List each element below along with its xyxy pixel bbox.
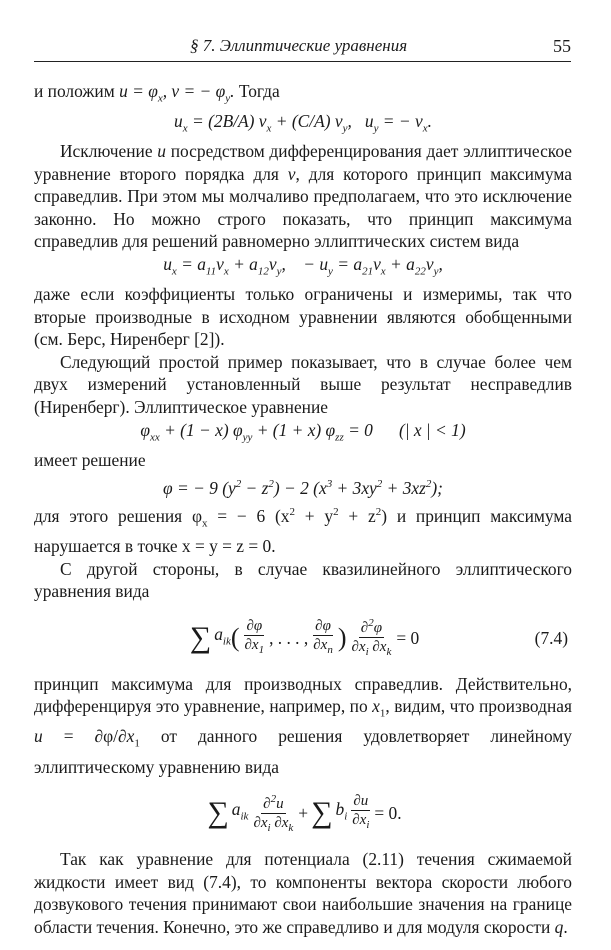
paragraph-derivatives: принцип максимума для производных справедлив. Действительно, дифференцируя это уравнение, например, по $x_1$, видим, что производная $u = \partial\varphi/\partial x_1$ от данного решения удовлетворяет линейному эллиптическому уравнению вида	[34, 673, 573, 777]
paragraph-elimination: Исключение u посредством дифференцирования дает эллиптическое уравнение второго порядка для v, для которого принцип максимума справедлив. При этом мы молчаливо предполагаем, что это исключение законно. Но можно строго показать, что принцип максимума справедлив для решений равномерно эллиптических систем вида	[34, 141, 572, 252]
equation-elliptic-content: $\varphi_{xx} + (1 - x) \varphi_{yy} + (1 + x) \varphi_{zz} = 0$ (| x | < 1)	[140, 419, 466, 444]
coef-aik: $a_{ik}$	[214, 623, 231, 648]
equation-solution-content: φ = − 9 $(y^2 - z^2) - 2$ $(x^3 + 3xy^2 + 3xz^2)$;	[163, 477, 443, 498]
paragraph-violation: для этого решения $\varphi_x$ = − 6 $(x^2 + y^2 + z^2)$ и принцип максимума нарушается в точке x = y = z = 0.	[34, 505, 572, 557]
fraction-numerator: ∂u	[353, 793, 369, 810]
plus-sign: +	[298, 802, 309, 823]
header-rule	[34, 61, 571, 62]
equation-7-4	[34, 611, 572, 665]
coef-aik: $a_{ik}$	[231, 799, 249, 823]
equation-elliptic	[34, 420, 572, 448]
fraction-numerator: ∂φ	[246, 617, 263, 634]
fraction-du	[350, 792, 371, 834]
fraction-numerator: ∂φ	[315, 617, 331, 634]
coef-bi: $b_i$	[335, 799, 348, 823]
left-paren: (	[230, 622, 240, 652]
page-body	[34, 80, 572, 939]
equation-ux	[34, 111, 572, 139]
paragraph-quasilinear: С другой стороны, в случае квазилинейного эллиптического уравнения вида	[34, 558, 572, 602]
paragraph-conclusion: Так как уравнение для потенциала (2.11) течения сжимаемой жидкости имеет вид (7.4), то компоненты вектора скорости любого дозвукового течения принимают свои наибольшие значения на границе области течения. Конечно, это же справедливо и для модуля скорости q.	[34, 849, 572, 937]
equation-solution	[34, 472, 572, 500]
equation-number: (7.4)	[534, 627, 568, 648]
fraction-denominator: $\partial x_i$	[352, 812, 370, 832]
intro-math: $u = \varphi_x$, v = − $\varphi_y$.	[119, 81, 235, 105]
intro-text: и положим	[34, 81, 115, 101]
fraction-second-derivative	[349, 614, 393, 661]
equation-linear	[34, 786, 572, 840]
section-title: § 7. Эллиптические уравнения	[190, 36, 408, 55]
fraction-denominator: $\partial x_1$	[244, 636, 265, 656]
fraction-denominator: $\partial x_i$ $\partial x_k$	[351, 639, 392, 659]
paragraph-intro	[34, 80, 572, 110]
right-paren: )	[337, 622, 347, 652]
running-header	[34, 36, 571, 60]
equation-system-content: $u_x = a_{11}v_x + a_{12}v_y$, − $u_y = a_{21}v_x + a_{22}v_y$,	[163, 254, 443, 278]
fraction-d2u	[251, 790, 295, 837]
equals-zero: = 0.	[374, 802, 402, 823]
equation-system	[34, 254, 572, 282]
fraction-dphi-dxn	[311, 617, 335, 659]
intro-tail: Тогда	[238, 81, 280, 101]
fraction-dphi-dx1	[243, 617, 267, 659]
fraction-denominator: $\partial x_i$ $\partial x_k$	[253, 814, 294, 834]
fraction-numerator: ∂$^2$φ	[359, 614, 384, 638]
fraction-numerator: ∂$^2$u	[261, 790, 285, 814]
paragraph-example: Следующий простой пример показывает, что в случае более чем двух измерений установленный выше результат несправедлив (Ниренберг). Эллиптическое уравнение	[34, 351, 572, 417]
fraction-denominator: $\partial x_n$	[313, 636, 333, 656]
equation-ux-content: $u_x = (2B/A) v_x + (C/A)$ $v_y$, $u_y$ = − $v_x$.	[174, 111, 432, 135]
page-number: 55	[553, 36, 571, 56]
paragraph-coefficients: даже если коэффициенты только ограничены и измеримы, так что вторые производные в исходном уравнении являются обобщенными (см. Берс, Ниренберг [2]).	[34, 284, 572, 350]
sum-symbol: ∑	[311, 796, 333, 830]
paragraph-has-solution: имеет решение	[34, 449, 146, 470]
sum-symbol: ∑	[189, 620, 212, 654]
equals-zero: = 0	[396, 627, 420, 648]
ellipsis: , . . . ,	[269, 627, 309, 648]
sum-symbol: ∑	[207, 796, 229, 830]
